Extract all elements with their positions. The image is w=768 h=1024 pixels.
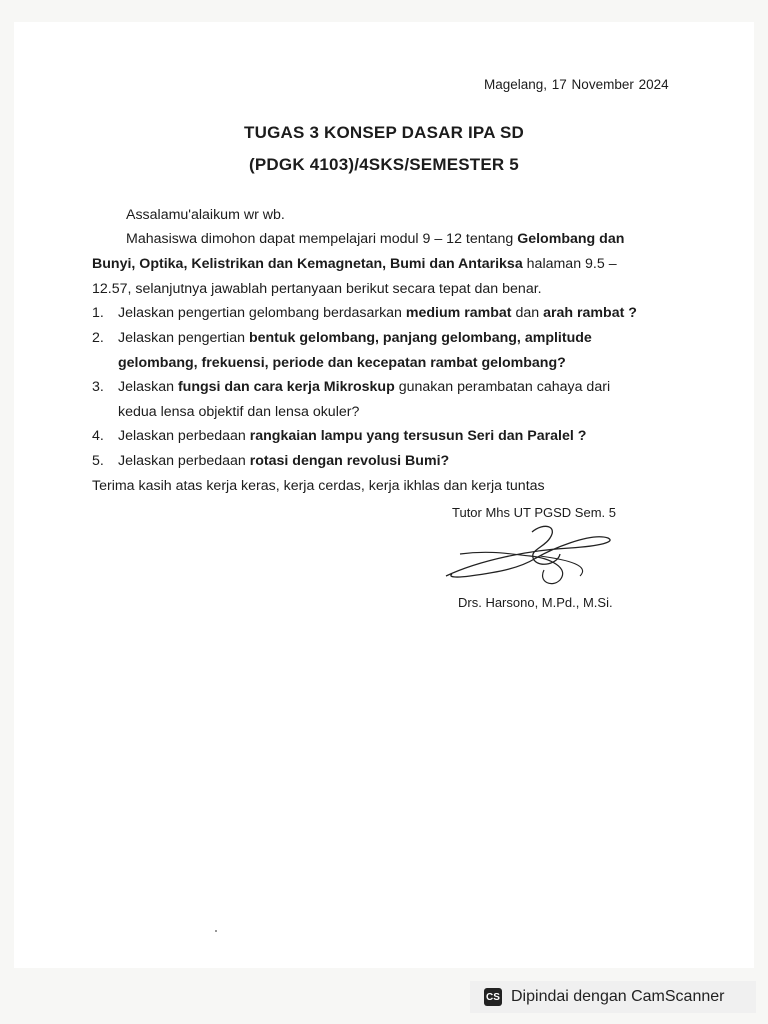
intro-text: halaman 9.5 – — [522, 256, 617, 272]
question-text: Jelaskan perbedaan — [118, 453, 250, 469]
intro-line-2 — [92, 255, 617, 273]
question-keyword: arah rambat ? — [543, 305, 637, 321]
signer-role: Tutor Mhs UT PGSD Sem. 5 — [452, 505, 616, 520]
question-keyword: medium rambat — [405, 305, 512, 321]
question-number: 1. — [92, 305, 104, 321]
greeting: Assalamu'alaikum wr wb. — [126, 207, 285, 223]
intro-line-3: 12.57, selanjutnya jawablah pertanyaan berikut secara tepat dan benar. — [92, 281, 542, 297]
question-text: gunakan perambatan cahaya dari — [394, 379, 611, 395]
signer-name: Drs. Harsono, M.Pd., M.Si. — [458, 595, 613, 610]
intro-line-1 — [126, 230, 624, 248]
camscanner-icon: CS — [484, 988, 502, 1006]
question-keyword: rangkaian lampu yang tersusun Seri dan Paralel ? — [249, 428, 587, 444]
question-number: 5. — [92, 453, 104, 469]
handwritten-signature — [440, 520, 620, 590]
intro-topic: Bunyi, Optika, Kelistrikan dan Kemagnetan, Bumi dan Antariksa — [92, 256, 523, 272]
camscanner-watermark — [470, 981, 756, 1013]
intro-topic: Gelombang dan — [517, 231, 625, 247]
scan-speck — [215, 930, 217, 932]
question-keyword: bentuk gelombang, panjang gelombang, amplitude — [248, 330, 592, 346]
question-text: Jelaskan pengertian — [118, 330, 249, 346]
question-keyword: fungsi dan cara kerja Mikroskup — [177, 379, 395, 395]
question-keyword: rotasi dengan revolusi Bumi? — [249, 453, 450, 469]
question-number: 2. — [92, 330, 104, 346]
question-2-cont: gelombang, frekuensi, periode dan kecepatan rambat gelombang? — [118, 355, 566, 371]
question-number: 3. — [92, 379, 104, 395]
question-text: Jelaskan pengertian gelombang berdasarkan — [118, 305, 406, 321]
question-3-cont: kedua lensa objektif dan lensa okuler? — [118, 404, 360, 420]
intro-text: Mahasiswa dimohon dapat mempelajari modul 9 – 12 tentang — [126, 231, 518, 247]
question-text: Jelaskan perbedaan — [118, 428, 250, 444]
watermark-text: Dipindai dengan CamScanner — [511, 988, 725, 1005]
question-5 — [118, 452, 449, 470]
question-4 — [118, 427, 586, 445]
question-number: 4. — [92, 428, 104, 444]
question-text: dan — [511, 305, 544, 321]
question-1 — [118, 304, 637, 322]
question-text: Jelaskan — [118, 379, 178, 395]
document-title: TUGAS 3 KONSEP DASAR IPA SD — [244, 123, 524, 142]
document-date: Magelang, 17 November 2024 — [484, 77, 669, 92]
question-2 — [118, 329, 592, 347]
question-3 — [118, 378, 610, 396]
closing-text: Terima kasih atas kerja keras, kerja cerdas, kerja ikhlas dan kerja tuntas — [92, 478, 545, 494]
document-subtitle: (PDGK 4103)/4SKS/SEMESTER 5 — [249, 155, 519, 174]
